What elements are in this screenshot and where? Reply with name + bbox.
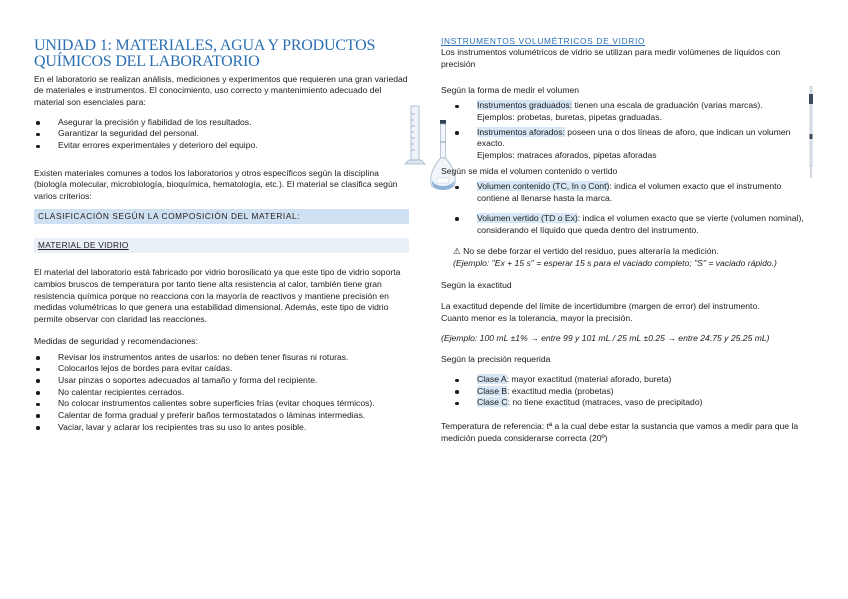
form-heading: Según la forma de medir el volumen bbox=[441, 84, 580, 95]
list-item: Usar pinzas o soportes adecuados al tamaño y forma del recipiente. bbox=[34, 375, 409, 387]
list-item bbox=[453, 100, 796, 123]
item-text: : indica el volumen exacto que se vierte (volumen nominal), considerando el líquido que queda dentro del instrumento. bbox=[477, 212, 804, 235]
reference-temperature: Temperatura de referencia: tª a la cual debe estar la sustancia que vamos a medir para que la medición pueda considerarse correcta (20º) bbox=[441, 421, 799, 443]
list-item bbox=[453, 386, 814, 398]
warning-note bbox=[441, 246, 814, 258]
term-label: Volumen contenido (TC, In o Cont) bbox=[477, 181, 610, 192]
item-text: : mayor exactitud (material aforado, bureta) bbox=[506, 374, 672, 385]
graduated-cylinder-illustration bbox=[402, 104, 428, 166]
term-label: Instrumentos aforados: bbox=[477, 126, 565, 137]
glass-paragraph: El material del laboratorio está fabricado por vidrio borosilicato ya que este tipo de vidrio soporta cambios bruscos de temperatura por tanto tiene alta resistencia al calor, también tiene gran resistencia química porque no reacciona con la mayoría de reactivos y mantiene precisión en medidas volumétricas lo que genera una estabilidad dimensional. Además, este tipo de vidrio permite observar con claridad las reacciones. bbox=[34, 267, 401, 325]
list-item: Vaciar, lavar y aclarar los recipientes tras su uso lo antes posible. bbox=[34, 422, 409, 434]
warning-text: No se debe forzar el vertido del residuo, pues alteraría la medición. bbox=[460, 246, 719, 257]
term-label: Volumen vertido (TD o Ex) bbox=[477, 212, 578, 223]
section-heading-band: CLASIFICACIÓN SEGÚN LA COMPOSICIÓN DEL MATERIAL: bbox=[34, 209, 409, 224]
precision-list bbox=[441, 374, 814, 409]
page-title: UNIDAD 1: MATERIALES, AGUA Y PRODUCTOS QUÍMICOS DEL LABORATORIO bbox=[34, 37, 376, 71]
list-item: Colocarlos lejos de bordes para evitar caídas. bbox=[34, 363, 409, 375]
list-item: Evitar errores experimentales y deterioro del equipo. bbox=[34, 140, 409, 152]
content-list bbox=[441, 181, 814, 236]
list-item: No calentar recipientes cerrados. bbox=[34, 387, 409, 399]
item-example: Ejemplos: probetas, buretas, pipetas graduadas. bbox=[477, 112, 662, 123]
volumetric-heading: INSTRUMENTOS VOLUMÉTRICOS DE VIDRIO bbox=[441, 36, 646, 46]
term-label: Instrumentos graduados: bbox=[477, 100, 573, 111]
warning-icon: ⚠ bbox=[453, 246, 461, 257]
volumetric-intro: Los instrumentos volumétricos de vidrio se utilizan para medir volúmenes de líquidos con precisión bbox=[441, 47, 781, 69]
item-text: poseen una o dos líneas de aforo, que indican un volumen exacto. bbox=[477, 126, 791, 149]
list-item: Garantizar la seguridad del personal. bbox=[34, 128, 409, 140]
accuracy-tolerance: Cuanto menor es la tolerancia, mayor la precisión. bbox=[441, 312, 633, 323]
subsection-heading: MATERIAL DE VIDRIO bbox=[34, 238, 409, 253]
list-item: Revisar los instrumentos antes de usarlos: no deben tener fisuras ni roturas. bbox=[34, 352, 409, 364]
item-example: Ejemplos: matraces aforados, pipetas aforadas bbox=[477, 150, 657, 161]
list-item bbox=[453, 374, 814, 386]
intro-paragraph: En el laboratorio se realizan análisis, mediciones y experimentos que requieren una gran variedad de materiales e instrumentos. El conocimiento, uso correcto y mantenimiento adecuado del material son esenciales para: bbox=[34, 73, 408, 107]
item-text: : no tiene exactitud (matraces, vaso de precipitado) bbox=[507, 397, 703, 408]
list-item bbox=[453, 397, 814, 409]
item-text: : indica el volumen exacto que el instrumento contiene al llenarse hasta la marca. bbox=[477, 181, 782, 204]
accuracy-heading: Según la exactitud bbox=[441, 279, 512, 290]
term-label: Clase B bbox=[477, 385, 508, 396]
list-item: Asegurar la precisión y fiabilidad de los resultados. bbox=[34, 117, 409, 129]
list-item: No colocar instrumentos calientes sobre superficies frías (evitar choques térmicos). bbox=[34, 398, 409, 410]
list-item: Calentar de forma gradual y preferir baños termostatados o láminas intermedias. bbox=[34, 410, 409, 422]
left-column bbox=[34, 0, 409, 443]
safety-heading: Medidas de seguridad y recomendaciones: bbox=[34, 335, 198, 346]
accuracy-text: La exactitud depende del límite de incertidumbre (margen de error) del instrumento. bbox=[441, 301, 760, 312]
warning-example: (Ejemplo: "Ex + 15 s" = esperar 15 s para el vaciado completo; "S" = vaciado rápido.) bbox=[453, 257, 777, 268]
safety-list bbox=[34, 352, 409, 434]
list-item bbox=[453, 127, 796, 162]
item-text: : exactitud media (probetas) bbox=[507, 385, 614, 396]
content-heading: Según se mida el volumen contenido o vertido bbox=[441, 165, 618, 176]
criteria-paragraph: Existen materiales comunes a todos los laboratorios y otros específicos según la disciplina (biología molecular, microbiología, bioquímica, hematología, etc.). El material se clasifica según varios criterios: bbox=[34, 167, 398, 202]
term-label: Clase C bbox=[477, 397, 508, 408]
right-column bbox=[441, 0, 814, 444]
intro-list bbox=[34, 117, 409, 152]
term-label: Clase A bbox=[477, 374, 507, 385]
list-item bbox=[453, 213, 814, 236]
list-item bbox=[453, 181, 814, 204]
accuracy-example: (Ejemplo: 100 mL ±1% → entre 99 y 101 mL / 25 mL ±0.25 → entre 24.75 y 25.25 mL) bbox=[441, 332, 770, 343]
form-list bbox=[441, 100, 814, 161]
precision-heading: Según la precisión requerida bbox=[441, 354, 551, 365]
item-text: tienen una escala de graduación (varias marcas). bbox=[572, 100, 763, 111]
